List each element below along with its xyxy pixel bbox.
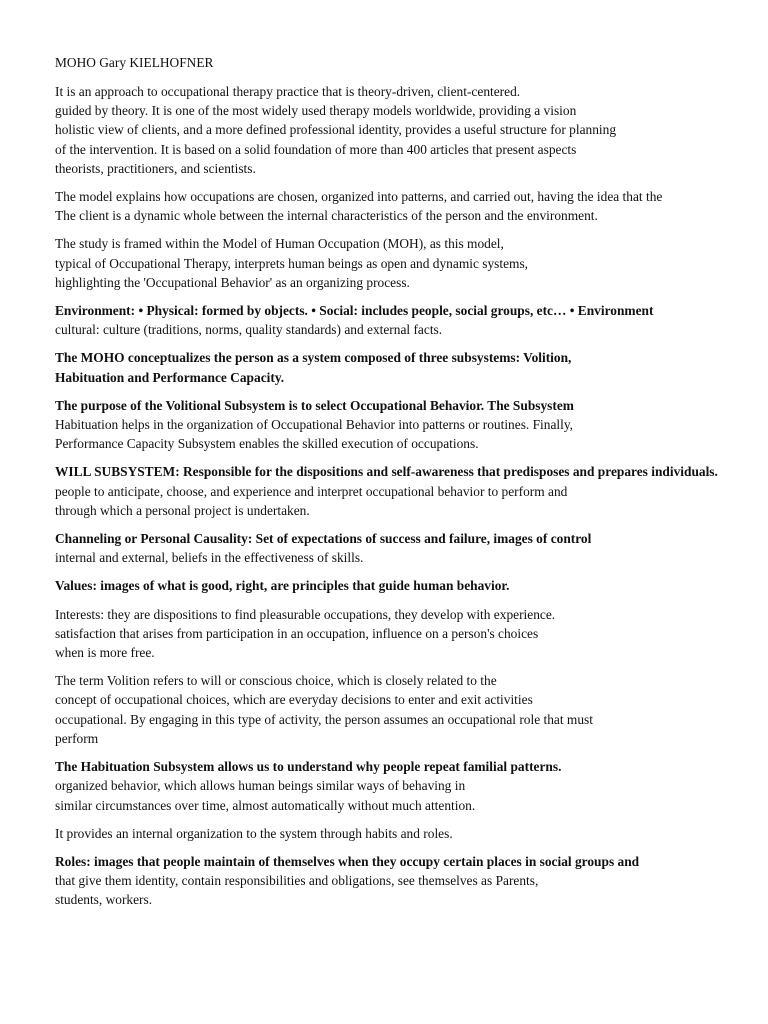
- text-line: that give them identity, contain responsibilities and obligations, see themselves as Parents,: [55, 873, 539, 889]
- text-line: internal and external, beliefs in the effectiveness of skills.: [55, 550, 364, 566]
- paragraph: [55, 757, 768, 815]
- document-page: [55, 53, 768, 919]
- text-line: Environment: • Physical: formed by objects. • Social: includes people, social groups, etc… • Environment: [55, 303, 654, 319]
- text-line: The term Volition refers to will or conscious choice, which is closely related to the: [55, 673, 497, 689]
- text-line: WILL SUBSYSTEM: Responsible for the dispositions and self-awareness that predisposes and prepares individuals.: [55, 464, 718, 480]
- paragraph: [55, 301, 768, 339]
- paragraph: [55, 529, 768, 567]
- text-line: guided by theory. It is one of the most widely used therapy models worldwide, providing a vision: [55, 103, 577, 119]
- text-line: organized behavior, which allows human beings similar ways of behaving in: [55, 778, 466, 794]
- paragraph: [55, 348, 768, 386]
- text-line: Channeling or Personal Causality: Set of expectations of success and failure, images of control: [55, 531, 592, 547]
- paragraph: [55, 82, 768, 178]
- paragraph: [55, 234, 768, 292]
- text-line: Habituation and Performance Capacity.: [55, 369, 285, 385]
- paragraph: [55, 824, 768, 843]
- text-line: It is an approach to occupational therapy practice that is theory-driven, client-centered.: [55, 84, 521, 99]
- paragraph: [55, 671, 768, 748]
- text-line: of the intervention. It is based on a solid foundation of more than 400 articles that present aspects: [55, 141, 577, 157]
- text-line: highlighting the 'Occupational Behavior' as an organizing process.: [55, 274, 410, 290]
- text-line: The study is framed within the Model of Human Occupation (MOH), as this model,: [55, 236, 504, 252]
- paragraph: [55, 852, 768, 910]
- paragraph: [55, 462, 768, 520]
- text-line: people to anticipate, choose, and experience and interpret occupational behavior to perform and: [55, 483, 568, 499]
- paragraph: [55, 187, 768, 225]
- text-line: The MOHO conceptualizes the person as a system composed of three subsystems: Volition,: [55, 350, 572, 366]
- text-line: occupational. By engaging in this type of activity, the person assumes an occupational role that must: [55, 711, 593, 727]
- paragraph: [55, 576, 768, 595]
- text-line: Interests: they are dispositions to find pleasurable occupations, they develop with experience.: [55, 606, 556, 622]
- paragraph: [55, 396, 768, 454]
- text-line: through which a personal project is undertaken.: [55, 502, 310, 518]
- text-line: The client is a dynamic whole between the internal characteristics of the person and the environment.: [55, 208, 598, 224]
- paragraph: [55, 605, 768, 663]
- text-line: similar circumstances over time, almost automatically without much attention.: [55, 797, 476, 813]
- text-line: holistic view of clients, and a more defined professional identity, provides a useful structure for planning: [55, 122, 617, 138]
- text-line: The purpose of the Volitional Subsystem is to select Occupational Behavior. The Subsystem: [55, 397, 574, 413]
- document-title: MOHO Gary KIELHOFNER: [55, 55, 214, 70]
- text-line: perform: [55, 730, 99, 746]
- text-line: Values: images of what is good, right, are principles that guide human behavior.: [55, 578, 510, 594]
- text-line: satisfaction that arises from participation in an occupation, influence on a person's choices: [55, 625, 539, 641]
- text-line: The model explains how occupations are chosen, organized into patterns, and carried out, having the idea that the: [55, 189, 663, 205]
- text-line: Performance Capacity Subsystem enables the skilled execution of occupations.: [55, 436, 479, 452]
- text-line: Habituation helps in the organization of Occupational Behavior into patterns or routines. Finally,: [55, 417, 574, 433]
- text-line: It provides an internal organization to the system through habits and roles.: [55, 825, 453, 841]
- text-line: Roles: images that people maintain of themselves when they occupy certain places in social groups and: [55, 853, 640, 869]
- document-body: [55, 82, 768, 910]
- text-line: when is more free.: [55, 645, 155, 661]
- text-line: concept of occupational choices, which are everyday decisions to enter and exit activities: [55, 692, 533, 708]
- text-line: typical of Occupational Therapy, interprets human beings as open and dynamic systems,: [55, 255, 529, 271]
- text-line: cultural: culture (traditions, norms, quality standards) and external facts.: [55, 322, 443, 338]
- text-line: theorists, practitioners, and scientists.: [55, 160, 256, 176]
- text-line: students, workers.: [55, 892, 153, 908]
- text-line: The Habituation Subsystem allows us to understand why people repeat familial patterns.: [55, 759, 562, 775]
